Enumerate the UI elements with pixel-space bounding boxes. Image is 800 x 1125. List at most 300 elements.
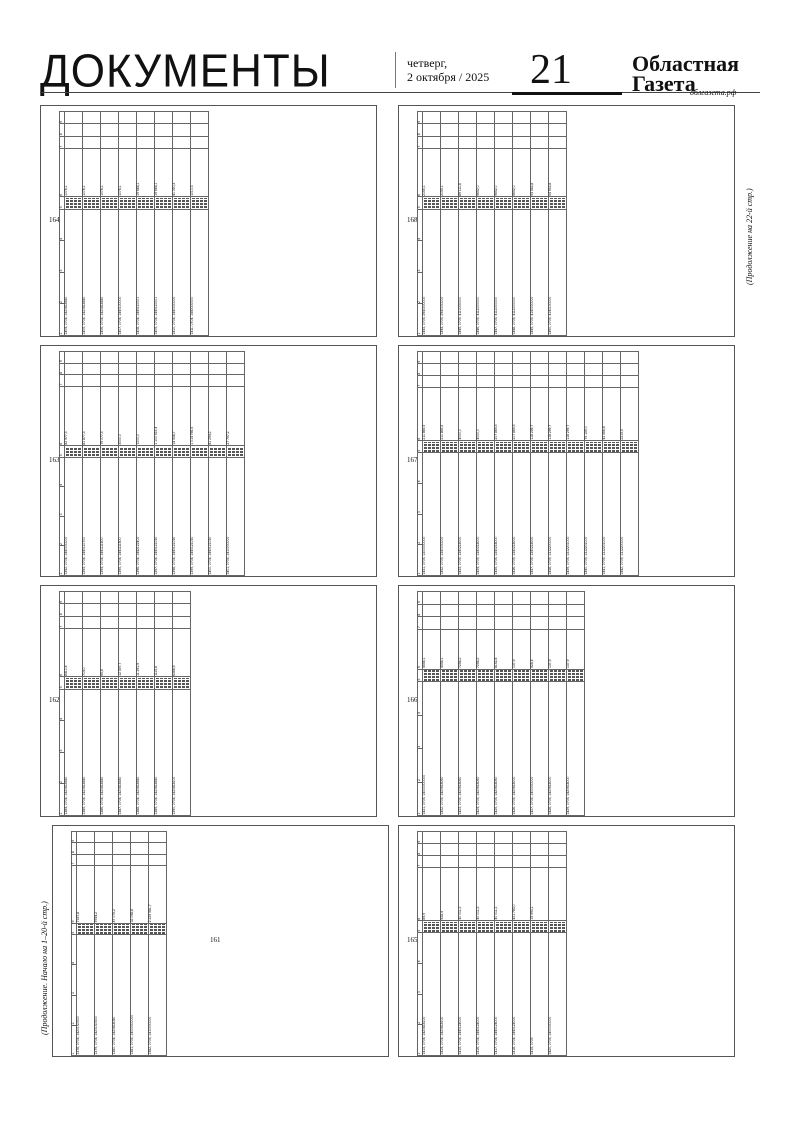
table-row <box>494 112 512 336</box>
row-cell <box>512 124 530 136</box>
row-value: 6368,9 <box>172 629 190 677</box>
row-description <box>136 197 154 209</box>
row-cell <box>440 352 458 364</box>
table-rotated <box>59 106 377 336</box>
row-cell <box>476 376 494 388</box>
row-code: 1441, 0705, 1312201000 <box>602 453 620 576</box>
row-cell <box>190 112 208 124</box>
row-description <box>440 197 458 209</box>
row-code: 1427, 0705, 1400000000 <box>530 682 548 816</box>
row-cell <box>422 856 440 868</box>
column-header: 1 <box>60 784 65 816</box>
row-value: 211 865,5 <box>440 388 458 441</box>
row-cell <box>208 352 226 364</box>
row-cell <box>82 616 100 628</box>
row-cell <box>548 112 566 124</box>
row-value: 2155,1 <box>440 149 458 197</box>
row-cell <box>100 604 118 616</box>
row-cell <box>620 376 638 388</box>
row-cell <box>422 604 440 617</box>
budget-table <box>59 351 245 576</box>
row-cell <box>494 376 512 388</box>
row-value: 40 011,2 <box>494 868 512 921</box>
column-header: 3 <box>60 487 65 517</box>
row-cell <box>94 832 112 843</box>
row-code: 1387, 0704, 1420818380 <box>118 689 136 815</box>
row-code: 1380, 0704, 1420818080 <box>112 935 130 1056</box>
budget-table <box>71 831 167 1056</box>
continuation-to: (Продолжение на 22-й стр.) <box>745 188 754 285</box>
row-cell <box>422 124 440 136</box>
row-code: 1432, 0705, 1340000000 <box>440 453 458 576</box>
row-cell <box>136 124 154 136</box>
page-label: 162 <box>49 696 60 704</box>
row-cell <box>136 592 154 604</box>
budget-table <box>59 111 209 336</box>
column-header: 9 <box>60 112 65 124</box>
row-value: 714,0 <box>82 629 100 677</box>
row-cell <box>226 352 244 364</box>
row-cell <box>440 124 458 136</box>
row-code: 1438, 0705, 1312200000 <box>548 453 566 576</box>
row-cell <box>458 617 476 630</box>
row-cell <box>82 363 100 375</box>
table-row <box>154 592 172 816</box>
column-header: 5 <box>418 669 423 682</box>
column-header: 2 <box>60 516 65 546</box>
row-description <box>476 921 494 933</box>
row-code: 1406, 0704, 1420818380 <box>100 209 118 335</box>
row-value: 11 291,9 <box>136 629 154 677</box>
row-value: 14 938,7 <box>172 386 190 445</box>
row-cell <box>190 363 208 375</box>
row-cell <box>440 364 458 376</box>
row-value: 12 397,7 <box>118 629 136 677</box>
row-cell <box>530 112 548 124</box>
row-cell <box>154 363 172 375</box>
column-header: 2 <box>418 272 423 304</box>
row-description <box>94 923 112 934</box>
row-description <box>422 669 440 682</box>
column-header: 7 <box>418 617 423 630</box>
row-cell <box>494 856 512 868</box>
table-row <box>512 112 530 336</box>
row-code: 1398, 0704, 1440121030 <box>172 457 190 575</box>
row-cell <box>512 604 530 617</box>
column-header: 8 <box>418 844 423 856</box>
table-row <box>136 352 154 576</box>
row-code: 1423, 0705, 1420618060 <box>458 682 476 816</box>
page-label: 165 <box>407 936 418 944</box>
row-cell <box>530 124 548 136</box>
table-row <box>100 592 118 816</box>
row-code: 1414, 0704, 1420818100 <box>440 933 458 1056</box>
column-header: 6 <box>60 629 65 677</box>
row-code: 1393, 0704, 1440110700 <box>82 457 100 575</box>
row-code: 1386, 0704, 1420818380 <box>100 689 118 815</box>
row-value: 9652,0 <box>476 149 494 197</box>
row-description <box>440 921 458 933</box>
table-row <box>566 352 584 576</box>
row-cell <box>440 112 458 124</box>
column-header: 9 <box>418 592 423 605</box>
row-value: 19 648,1 <box>154 149 172 197</box>
row-code: 1442, 0705, 1312200000 <box>620 453 638 576</box>
row-cell <box>494 364 512 376</box>
row-cell <box>440 856 458 868</box>
row-cell <box>172 363 190 375</box>
row-cell <box>118 604 136 616</box>
row-cell <box>512 136 530 148</box>
row-cell <box>458 856 476 868</box>
row-cell <box>458 364 476 376</box>
column-header: 5 <box>60 677 65 689</box>
column-header: 5 <box>418 921 423 933</box>
column-header: 4 <box>418 453 423 484</box>
row-code: 1394, 0704, 1441111600 <box>100 457 118 575</box>
row-value: 1078,1 <box>64 149 82 197</box>
row-value: 9784,2 <box>94 865 112 923</box>
row-code: 1417, 0704, 1440124000 <box>494 933 512 1056</box>
issue-date <box>407 56 489 84</box>
table-row <box>440 832 458 1056</box>
row-cell <box>566 592 584 605</box>
row-code: 1416, 0704, 1440124000 <box>476 933 494 1056</box>
row-code: 1419, 0705 <box>530 933 548 1056</box>
table-row <box>118 592 136 816</box>
row-code: 1425, 0705, 1420618060 <box>494 682 512 816</box>
page-panel <box>52 825 389 1057</box>
row-value: 1115,8 <box>154 629 172 677</box>
row-description <box>440 669 458 682</box>
row-cell <box>64 604 82 616</box>
column-header: 1 <box>418 1025 423 1056</box>
page-number: 21 <box>530 47 572 93</box>
row-cell <box>530 844 548 856</box>
table-row <box>512 832 530 1056</box>
row-description <box>148 923 166 934</box>
row-description <box>190 197 208 209</box>
row-cell <box>172 592 190 604</box>
row-cell <box>440 844 458 856</box>
table-row <box>530 352 548 576</box>
row-code: 1388, 0704, 1420818380 <box>136 689 154 815</box>
row-value <box>548 868 566 921</box>
column-header: 7 <box>418 376 423 388</box>
row-description <box>422 197 440 209</box>
column-header: 2 <box>418 514 423 545</box>
row-cell <box>136 375 154 387</box>
row-description <box>64 677 82 689</box>
row-cell <box>422 592 440 605</box>
row-description <box>64 197 82 209</box>
row-cell <box>118 352 136 364</box>
row-value: 1010,3 <box>190 149 208 197</box>
row-description <box>172 197 190 209</box>
row-code: 1448, 0705, 4111000000 <box>512 209 530 335</box>
row-cell <box>226 363 244 375</box>
row-value: 928,4 <box>530 629 548 669</box>
row-description <box>476 441 494 453</box>
row-code: 1420, 0705, 1400000000 <box>548 933 566 1056</box>
row-cell <box>458 592 476 605</box>
row-value: 40 011,2 <box>476 868 494 921</box>
table-row <box>512 352 530 576</box>
row-description <box>494 197 512 209</box>
row-code: 1433, 0705, 1340218000 <box>458 453 476 576</box>
page-panel <box>398 825 735 1057</box>
row-value: 3000,0 <box>118 386 136 445</box>
row-cell <box>440 604 458 617</box>
page-panel <box>40 105 377 337</box>
row-cell <box>136 136 154 148</box>
row-value: 2 229 581,7 <box>148 865 166 923</box>
column-header: 5 <box>60 197 65 209</box>
page-label: 163 <box>49 456 60 464</box>
row-code: 1413, 0704, 1420818100 <box>422 933 440 1056</box>
row-cell <box>512 364 530 376</box>
row-cell <box>512 832 530 844</box>
row-description <box>208 446 226 458</box>
table-row <box>548 832 566 1056</box>
row-cell <box>530 376 548 388</box>
row-cell <box>476 112 494 124</box>
row-code: 1392, 0704, 1440000000 <box>64 457 82 575</box>
row-cell <box>548 124 566 136</box>
row-description <box>548 441 566 453</box>
row-code: 1450, 0705, 4140100000 <box>548 209 566 335</box>
row-description <box>112 923 130 934</box>
row-cell <box>494 832 512 844</box>
row-value: 89 111,8 <box>458 149 476 197</box>
row-cell <box>494 136 512 148</box>
column-header: 5 <box>418 441 423 453</box>
row-value: 1 100 915,4 <box>154 386 172 445</box>
table-row <box>112 832 130 1056</box>
row-cell <box>422 617 440 630</box>
row-value: 2215,5 <box>620 388 638 441</box>
table-row <box>190 352 208 576</box>
row-cell <box>172 124 190 136</box>
table-row <box>226 352 244 576</box>
column-header: 6 <box>418 388 423 441</box>
row-code: 1410, 0704, 1440000000 <box>172 209 190 335</box>
table-row <box>64 592 82 816</box>
row-description <box>64 446 82 458</box>
row-value: 1000,0 <box>136 386 154 445</box>
row-code: 1418, 0704, 1440124000 <box>512 933 530 1056</box>
row-cell <box>548 856 566 868</box>
row-value: 40 011,2 <box>458 868 476 921</box>
row-code: 1390, 0704, 1420818100 <box>172 689 190 815</box>
table-row <box>148 832 166 1056</box>
row-cell <box>476 844 494 856</box>
table-row <box>64 352 82 576</box>
row-cell <box>494 617 512 630</box>
row-description <box>154 446 172 458</box>
row-description <box>136 677 154 689</box>
header-divider <box>395 52 396 88</box>
row-value: 54 552,8 <box>548 149 566 197</box>
table-row <box>458 352 476 576</box>
row-code: 1443, 0705, 2940000000 <box>422 209 440 335</box>
row-description <box>422 441 440 453</box>
row-cell <box>458 352 476 364</box>
table-rotated <box>417 586 735 816</box>
row-cell <box>172 136 190 148</box>
row-description <box>548 197 566 209</box>
row-cell <box>476 592 494 605</box>
row-cell <box>530 617 548 630</box>
column-header: 6 <box>72 865 77 923</box>
row-cell <box>64 112 82 124</box>
table-row <box>566 592 584 816</box>
row-cell <box>512 844 530 856</box>
column-header: 9 <box>72 832 77 843</box>
row-cell <box>476 856 494 868</box>
row-cell <box>76 843 94 854</box>
row-cell <box>530 856 548 868</box>
table-row <box>130 832 148 1056</box>
column-header: 6 <box>60 386 65 445</box>
row-code: 1404, 0704, 1420818380 <box>64 209 82 335</box>
page-label: 166 <box>407 696 418 704</box>
column-header: 7 <box>60 375 65 387</box>
row-value: 19 648,1 <box>136 149 154 197</box>
table-row <box>458 832 476 1056</box>
row-cell <box>112 832 130 843</box>
row-code: 1424, 0705, 1420618060 <box>476 682 494 816</box>
row-cell <box>530 136 548 148</box>
row-description <box>512 921 530 933</box>
row-cell <box>136 616 154 628</box>
column-header: 5 <box>418 197 423 209</box>
row-cell <box>172 352 190 364</box>
row-cell <box>530 832 548 844</box>
page-label: 167 <box>407 456 418 464</box>
row-cell <box>82 136 100 148</box>
row-cell <box>584 364 602 376</box>
table-row <box>530 112 548 336</box>
row-cell <box>512 376 530 388</box>
row-code: 1407, 0704, 1440100000 <box>118 209 136 335</box>
row-cell <box>422 832 440 844</box>
row-cell <box>494 124 512 136</box>
row-code: 1447, 0705, 4111000000 <box>494 209 512 335</box>
budget-table <box>59 591 191 816</box>
row-cell <box>512 856 530 868</box>
row-cell <box>118 136 136 148</box>
column-header: 7 <box>72 854 77 865</box>
row-cell <box>476 604 494 617</box>
table-rotated <box>59 586 377 816</box>
row-description <box>118 677 136 689</box>
column-header: 2 <box>60 272 65 304</box>
row-cell <box>172 112 190 124</box>
row-cell <box>82 124 100 136</box>
column-header: 9 <box>60 352 65 364</box>
column-header: 1 <box>418 782 423 815</box>
row-cell <box>94 854 112 865</box>
row-cell <box>118 124 136 136</box>
table-rotated <box>59 346 377 576</box>
column-header: 4 <box>60 209 65 241</box>
table-row <box>172 352 190 576</box>
row-cell <box>458 844 476 856</box>
row-cell <box>118 112 136 124</box>
row-code: 1429, 0705, 1420618000 <box>566 682 584 816</box>
row-description <box>566 441 584 453</box>
column-header: 3 <box>418 715 423 748</box>
column-header: 7 <box>60 616 65 628</box>
row-description <box>100 197 118 209</box>
table-row <box>64 112 82 336</box>
table-row <box>422 832 440 1056</box>
row-code: 1408, 0704, 1440110001 <box>136 209 154 335</box>
row-cell <box>548 617 566 630</box>
row-value: 81 294,2 <box>208 386 226 445</box>
row-cell <box>620 364 638 376</box>
row-code: 1411, 0704, 1440000000 <box>190 209 208 335</box>
row-cell <box>112 854 130 865</box>
column-header: 4 <box>418 933 423 964</box>
row-cell <box>458 604 476 617</box>
row-value: 1 014 766,5 <box>190 386 208 445</box>
row-cell <box>566 364 584 376</box>
row-cell <box>548 604 566 617</box>
row-description <box>458 921 476 933</box>
row-cell <box>82 592 100 604</box>
row-value: 19 593,1 <box>530 868 548 921</box>
table-row <box>82 352 100 576</box>
table-row <box>76 832 94 1056</box>
table-row <box>602 352 620 576</box>
row-cell <box>440 376 458 388</box>
row-code: 1428, 0705, 1420618000 <box>548 682 566 816</box>
row-cell <box>148 832 166 843</box>
row-cell <box>512 592 530 605</box>
row-code: 1440, 0705, 1312201000 <box>584 453 602 576</box>
row-code: 1395, 0704, 1441111600 <box>118 457 136 575</box>
table-row <box>190 112 208 336</box>
row-cell <box>76 832 94 843</box>
row-value: 1078,1 <box>82 149 100 197</box>
logo-line-2: Газета <box>632 71 696 96</box>
table-row <box>154 112 172 336</box>
row-description <box>512 669 530 682</box>
row-cell <box>136 363 154 375</box>
row-description <box>100 677 118 689</box>
row-cell <box>64 375 82 387</box>
page-panel <box>40 585 377 817</box>
row-value: 4000,0 <box>458 388 476 441</box>
table-row <box>548 592 566 816</box>
row-description <box>530 441 548 453</box>
row-value: 95,8 <box>100 629 118 677</box>
row-cell <box>512 112 530 124</box>
row-cell <box>476 832 494 844</box>
row-cell <box>476 617 494 630</box>
row-description <box>154 677 172 689</box>
row-description <box>620 441 638 453</box>
table-row <box>118 352 136 576</box>
row-cell <box>208 363 226 375</box>
column-header: 6 <box>60 149 65 197</box>
column-header: 2 <box>60 752 65 784</box>
row-cell <box>64 592 82 604</box>
budget-table <box>417 591 585 816</box>
column-header: 3 <box>418 241 423 273</box>
